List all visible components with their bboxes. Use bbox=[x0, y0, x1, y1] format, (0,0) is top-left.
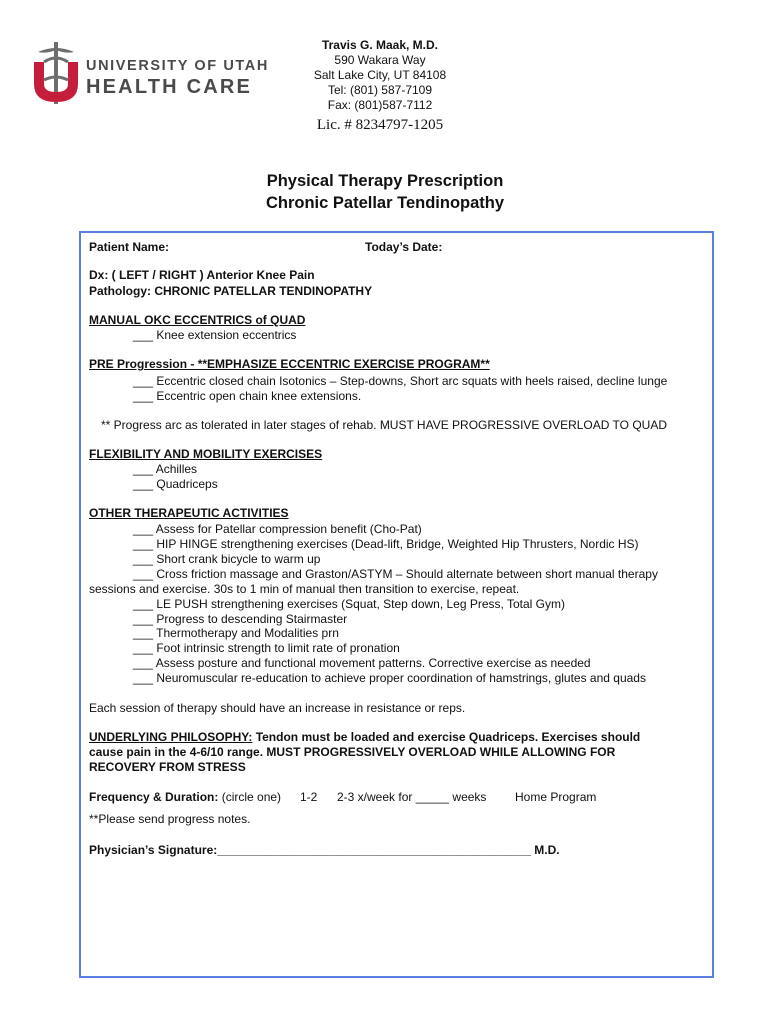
checklist-item: ___ Eccentric open chain knee extensions. bbox=[133, 389, 362, 403]
progress-note: ** Progress arc as tolerated in later stages of rehab. MUST HAVE PROGRESSIVE OVERLOAD TO QUAD bbox=[101, 418, 667, 432]
checklist-item: ___ Eccentric closed chain Isotonics – Step-downs, Short arc squats with heels raised, decline lunge bbox=[133, 374, 668, 388]
philosophy-line-1 bbox=[89, 730, 640, 745]
checklist-item: ___ Assess posture and functional movement patterns. Corrective exercise as needed bbox=[133, 656, 591, 670]
checklist-item: ___ LE PUSH strengthening exercises (Squat, Step down, Leg Press, Total Gym) bbox=[133, 597, 565, 611]
checklist-item: ___ Short crank bicycle to warm up bbox=[133, 552, 321, 566]
logo-line-2: HEALTH CARE bbox=[86, 76, 253, 98]
checklist-item: ___ Knee extension eccentrics bbox=[133, 328, 297, 342]
frequency-circle-instruction: (circle one) bbox=[218, 790, 282, 804]
checklist-item: ___ Thermotherapy and Modalities prn bbox=[133, 626, 339, 640]
address-line-2: Salt Lake City, UT 84108 bbox=[313, 68, 447, 82]
checklist-item: ___ Foot intrinsic strength to limit rate of pronation bbox=[133, 641, 400, 655]
diagnosis: Dx: ( LEFT / RIGHT ) Anterior Knee Pain bbox=[89, 268, 315, 282]
checklist-item: ___ HIP HINGE strengthening exercises (Dead-lift, Bridge, Weighted Hip Thrusters, Nordic HS) bbox=[133, 537, 639, 551]
caduceus-u-icon bbox=[30, 40, 82, 106]
physician-signature-line[interactable]: Physician’s Signature:_______________________________________________ M.D. bbox=[89, 843, 560, 857]
physician-header bbox=[230, 38, 530, 135]
checklist-item: ___ Cross friction massage and Graston/ASTYM – Should alternate between short manual therapy bbox=[133, 567, 658, 581]
checklist-item: ___ Assess for Patellar compression benefit (Cho-Pat) bbox=[133, 522, 422, 536]
other-activities-heading: OTHER THERAPEUTIC ACTIVITIES bbox=[89, 506, 289, 520]
manual-eccentrics-heading: MANUAL OKC ECCENTRICS of QUAD bbox=[89, 313, 306, 327]
frequency-option-2[interactable]: 2-3 x/week for _____ weeks bbox=[337, 790, 487, 804]
pre-progression-heading: PRE Progression - **EMPHASIZE ECCENTRIC EXERCISE PROGRAM** bbox=[89, 357, 490, 371]
checklist-item: ___ Progress to descending Stairmaster bbox=[133, 612, 348, 626]
philosophy-label: UNDERLYING PHILOSOPHY: bbox=[89, 730, 253, 744]
university-health-care-logo bbox=[30, 40, 269, 110]
checklist-item: ___ Achilles bbox=[133, 462, 198, 476]
title-line-2: Chronic Patellar Tendinopathy bbox=[265, 194, 505, 212]
flexibility-heading: FLEXIBILITY AND MOBILITY EXERCISES bbox=[89, 447, 323, 461]
license-number: Lic. # 8234797-1205 bbox=[316, 117, 444, 133]
frequency-label: Frequency & Duration: bbox=[89, 790, 219, 804]
checklist-item: ___ Neuromuscular re-education to achieve proper coordination of hamstrings, glutes and quads bbox=[133, 671, 646, 685]
frequency-line bbox=[89, 790, 281, 805]
patient-name-label: Patient Name: bbox=[89, 240, 170, 254]
title-line-1: Physical Therapy Prescription bbox=[266, 172, 504, 190]
frequency-option-home[interactable]: Home Program bbox=[515, 790, 597, 804]
philosophy-line-3: RECOVERY FROM STRESS bbox=[89, 760, 246, 774]
progress-notes-request: **Please send progress notes. bbox=[89, 812, 251, 826]
checklist-item-continuation: sessions and exercise. 30s to 1 min of manual then transition to exercise, repeat. bbox=[89, 582, 520, 596]
physician-name: Travis G. Maak, M.D. bbox=[321, 38, 439, 52]
philosophy-text-1: Tendon must be loaded and exercise Quadriceps. Exercises should bbox=[252, 730, 641, 744]
each-session-note: Each session of therapy should have an increase in resistance or reps. bbox=[89, 701, 466, 715]
todays-date-label: Today’s Date: bbox=[365, 240, 443, 254]
philosophy-line-2: cause pain in the 4-6/10 range. MUST PROGRESSIVELY OVERLOAD WHILE ALLOWING FOR bbox=[89, 745, 616, 759]
address-line-1: 590 Wakara Way bbox=[334, 53, 426, 67]
document-title bbox=[0, 170, 770, 214]
checklist-item: ___ Quadriceps bbox=[133, 477, 218, 491]
pathology: Pathology: CHRONIC PATELLAR TENDINOPATHY bbox=[89, 284, 373, 298]
logo-line-1: UNIVERSITY OF UTAH bbox=[86, 58, 269, 74]
frequency-option-1[interactable]: 1-2 bbox=[300, 790, 318, 804]
fax: Fax: (801)587-7112 bbox=[327, 98, 433, 112]
telephone: Tel: (801) 587-7109 bbox=[327, 83, 433, 97]
